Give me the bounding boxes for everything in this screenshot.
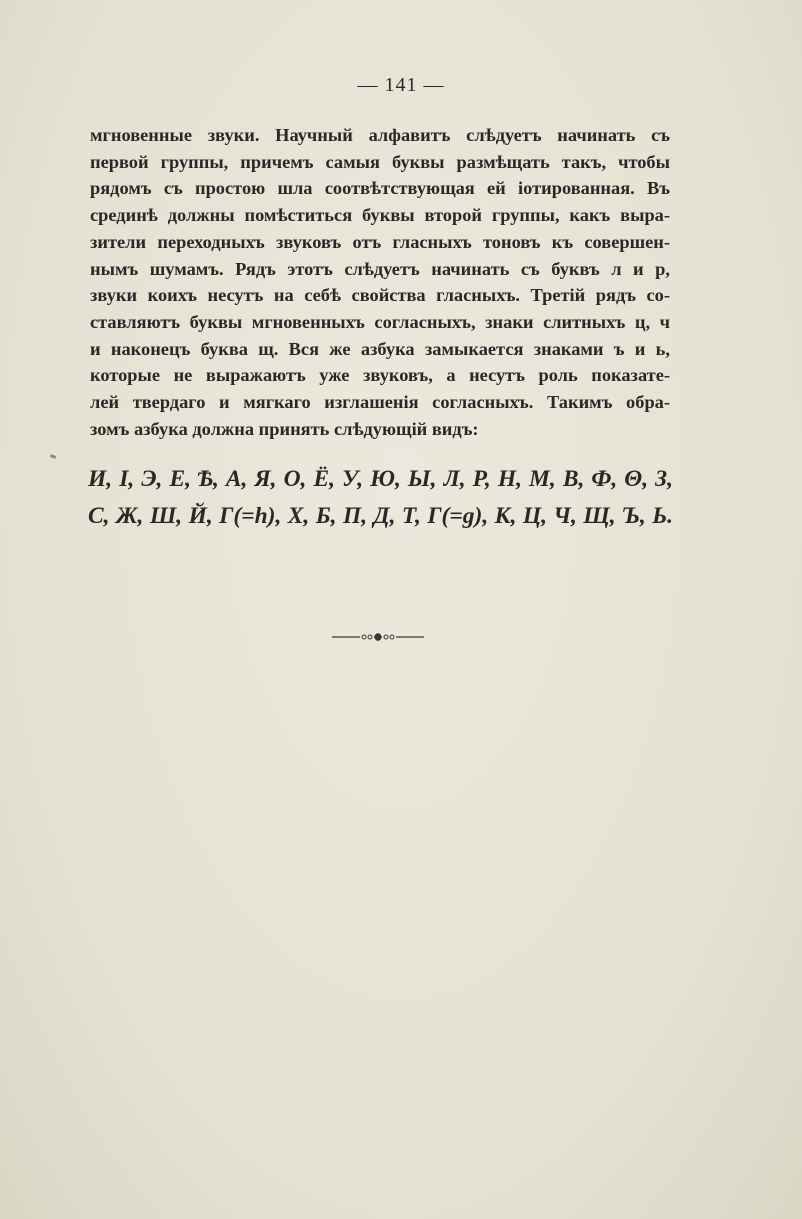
body-paragraph [90, 122, 670, 442]
ink-speck [50, 454, 57, 459]
paragraph-line: нымъ шумамъ. Рядъ этотъ слѣдуетъ начинать съ буквъ л и р, [90, 258, 670, 279]
page-number: — 141 — [357, 74, 445, 96]
paragraph-line: лей твердаго и мягкаго изглашенія согласныхъ. Такимъ обра- [90, 392, 670, 413]
alphabet-row-2: С, Ж, Ш, Й, Г(=h), Х, Б, П, Д, Т, Г(=g), К, Ц, Ч, Щ, Ъ, Ь. [88, 503, 673, 529]
paragraph-line: первой группы, причемъ самыя буквы размѣщать такъ, чтобы [90, 151, 670, 172]
paragraph-line: рядомъ съ простою шла соотвѣтствующая ей іотированная. Въ [90, 178, 670, 199]
paragraph-line: срединѣ должны помѣститься буквы второй группы, какъ выра- [90, 205, 670, 226]
alphabet-row-1: И, І, Э, Е, Ѣ, А, Я, О, Ё, У, Ю, Ы, Л, Р, Н, М, В, Ф, Θ, З, [88, 466, 673, 492]
paragraph-line: звуки коихъ несутъ на себѣ свойства гласныхъ. Третій рядъ со- [90, 285, 670, 306]
paragraph-line: зители переходныхъ звуковъ отъ гласныхъ тоновъ къ совершен- [90, 231, 670, 252]
paragraph-line: которые не выражаютъ уже звуковъ, а несутъ роль показате- [90, 365, 670, 386]
paragraph-line: ставляютъ буквы мгновенныхъ согласныхъ, знаки слитныхъ ц, ч [90, 311, 670, 332]
paragraph-line: зомъ азбука должна принять слѣдующій видъ: [90, 418, 479, 439]
section-end-ornament [330, 628, 426, 646]
paragraph-line: и наконецъ буква щ. Вся же азбука замыкается знаками ъ и ь, [90, 338, 670, 359]
paragraph-line: мгновенные звуки. Научный алфавитъ слѣдуетъ начинать съ [90, 125, 670, 145]
